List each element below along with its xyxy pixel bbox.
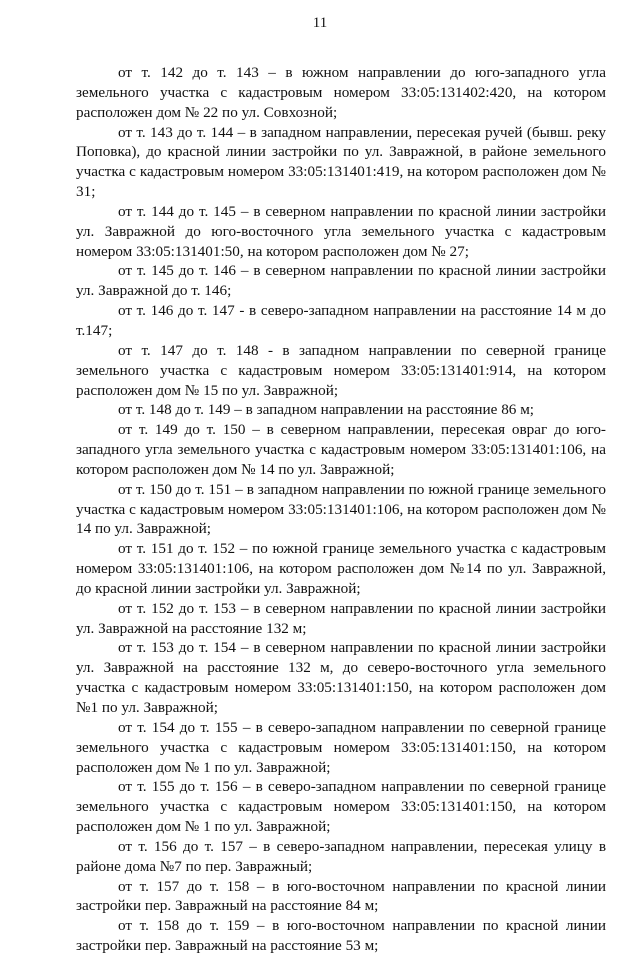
document-body — [76, 63, 606, 956]
paragraph: от т. 154 до т. 155 – в северо-западном направлении по северной границе земельного участка с кадастровым номером 33:05:131401:150, на котором расположен дом № 1 по ул. Завражной; — [76, 718, 606, 776]
paragraph: от т. 142 до т. 143 – в южном направлении до юго-западного угла земельного участка с кадастровым номером 33:05:131402:420, на котором расположен дом № 22 по ул. Совхозной; — [76, 64, 606, 121]
paragraph: от т. 144 до т. 145 – в северном направлении по красной линии застройки ул. Завражной до юго-восточного угла земельного участка с кадастровым номером 33:05:131401:50, на котором расположен дом № 27; — [76, 202, 606, 260]
paragraph: от т. 148 до т. 149 – в западном направлении на расстояние 86 м; — [118, 401, 535, 419]
paragraph: от т. 150 до т. 151 – в западном направлении по южной границе земельного участка с кадастровым номером 33:05:131401:106, на котором расположен дом № 14 по ул. Завражной; — [76, 480, 606, 538]
paragraph: от т. 151 до т. 152 – по южной границе земельного участка с кадастровым номером 33:05:131401:106, на котором расположен дом №14 по ул. Завражной, до красной линии застройки ул. Завражной; — [76, 540, 606, 597]
paragraph: от т. 157 до т. 158 – в юго-восточном направлении по красной линии застройки пер. Завражный на расстояние 84 м; — [76, 877, 606, 915]
paragraph: от т. 149 до т. 150 – в северном направлении, пересекая овраг до юго-западного угла земельного участка с кадастровым номером 33:05:131401:106, на котором расположен дом № 14 по ул. Завражной; — [76, 421, 606, 478]
paragraph: от т. 147 до т. 148 - в западном направлении по северной границе земельного участка с кадастровым номером 33:05:131401:914, на котором расположен дом № 15 по ул. Завражной; — [76, 341, 606, 399]
paragraph: от т. 146 до т. 147 - в северо-западном направлении на расстояние 14 м до т.147; — [76, 302, 606, 339]
paragraph: от т. 156 до т. 157 – в северо-западном направлении, пересекая улицу в районе дома №7 по пер. Завражный; — [76, 837, 606, 875]
paragraph: от т. 143 до т. 144 – в западном направлении, пересекая ручей (бывш. реку Поповка), до красной линии застройки по ул. Завражной, в районе земельного участка с кадастровым номером 33:05:131401:419, на котором расположен дом № 31; — [76, 123, 606, 201]
paragraph: от т. 152 до т. 153 – в северном направлении по красной линии застройки ул. Завражной на расстояние 132 м; — [76, 599, 606, 637]
paragraph: от т. 158 до т. 159 – в юго-восточном направлении по красной линии застройки пер. Завражный на расстояние 53 м; — [76, 917, 606, 955]
page-number: 11 — [312, 15, 328, 31]
paragraph: от т. 145 до т. 146 – в северном направлении по красной линии застройки ул. Завражной до т. 146; — [76, 262, 606, 300]
paragraph: от т. 153 до т. 154 – в северном направлении по красной линии застройки ул. Завражной на расстояние 132 м, до северо-восточного угла земельного участка с кадастровым номером 33:05:131401:150, на котором расположен дом №1 по ул. Завражной; — [76, 639, 606, 716]
paragraph: от т. 155 до т. 156 – в северо-западном направлении по северной границе земельного участка с кадастровым номером 33:05:131401:150, на котором расположен дом № 1 по ул. Завражной; — [76, 778, 606, 836]
